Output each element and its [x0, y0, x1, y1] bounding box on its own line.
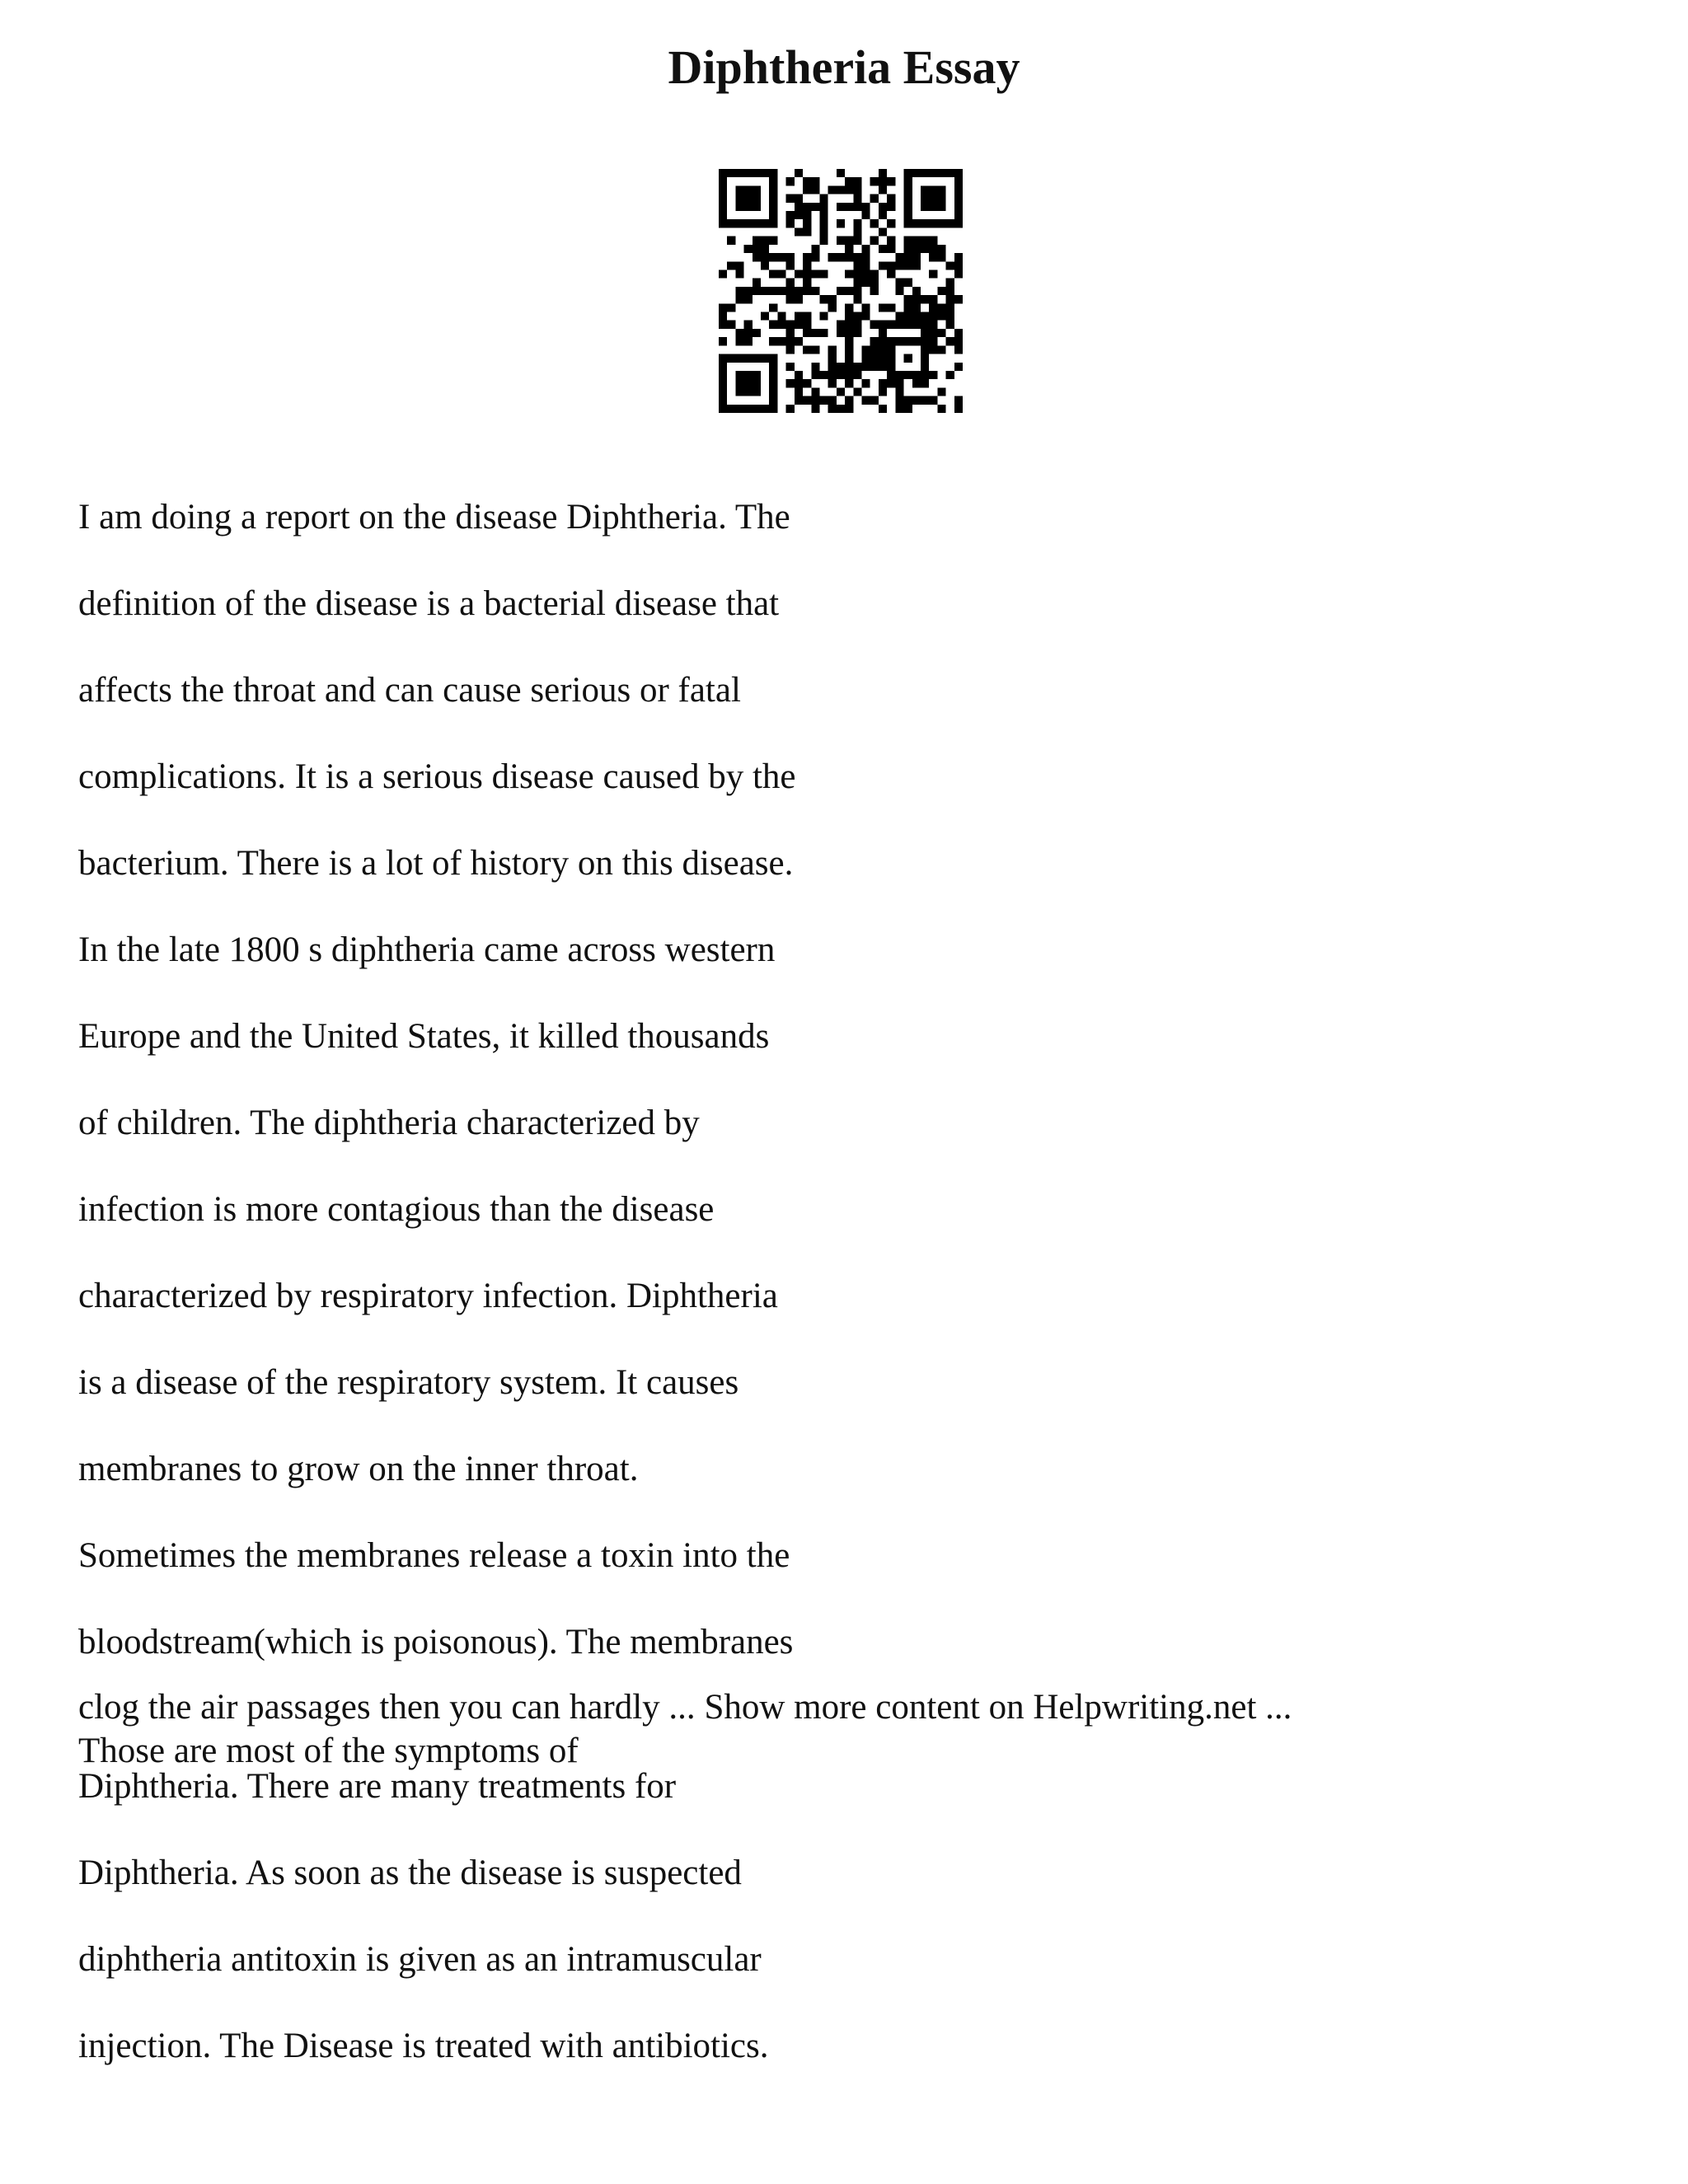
essay-line: Europe and the United States, it killed thousands: [78, 1017, 770, 1056]
essay-line: of children. The diphtheria characterized by: [78, 1104, 700, 1142]
essay-line: Diphtheria. There are many treatments for: [78, 1767, 677, 1806]
truncated-line-text: clog the air passages then you can hardly ...: [78, 1688, 705, 1727]
essay-line: In the late 1800 s diphtheria came across western: [78, 930, 776, 969]
show-more-link[interactable]: Show more content on Helpwriting.net ...: [704, 1688, 1292, 1727]
essay-line: bacterium. There is a lot of history on this disease.: [78, 844, 794, 883]
page-title: Diphtheria Essay: [668, 40, 1020, 94]
essay-line: infection is more contagious than the disease: [78, 1190, 715, 1229]
truncated-line: [78, 1685, 1562, 1729]
essay-line: diphtheria antitoxin is given as an intramuscular: [78, 1940, 762, 1979]
essay-line: affects the throat and can cause serious or fatal: [78, 671, 741, 710]
essay-line: Diphtheria. As soon as the disease is suspected: [78, 1854, 742, 1892]
essay-line: injection. The Disease is treated with antibiotics.: [78, 2027, 769, 2065]
essay-body-continued: [78, 1743, 1562, 2089]
essay-line: is a disease of the respiratory system. It causes: [78, 1363, 739, 1402]
essay-line: I am doing a report on the disease Diphtheria. The: [78, 498, 790, 537]
essay-line: membranes to grow on the inner throat.: [78, 1450, 639, 1488]
qr-modules: [719, 169, 963, 413]
essay-line: characterized by respiratory infection. Diphtheria: [78, 1277, 778, 1315]
essay-line: bloodstream(which is poisonous). The membranes: [78, 1623, 794, 1661]
essay-line: Those are most of the symptoms of: [78, 1732, 579, 1770]
essay-line: Sometimes the membranes release a toxin into the: [78, 1536, 790, 1575]
essay-line: definition of the disease is a bacterial disease that: [78, 584, 780, 623]
essay-line: complications. It is a serious disease caused by the: [78, 757, 796, 796]
qr-code[interactable]: [719, 169, 963, 413]
essay-body: [78, 474, 1562, 1773]
